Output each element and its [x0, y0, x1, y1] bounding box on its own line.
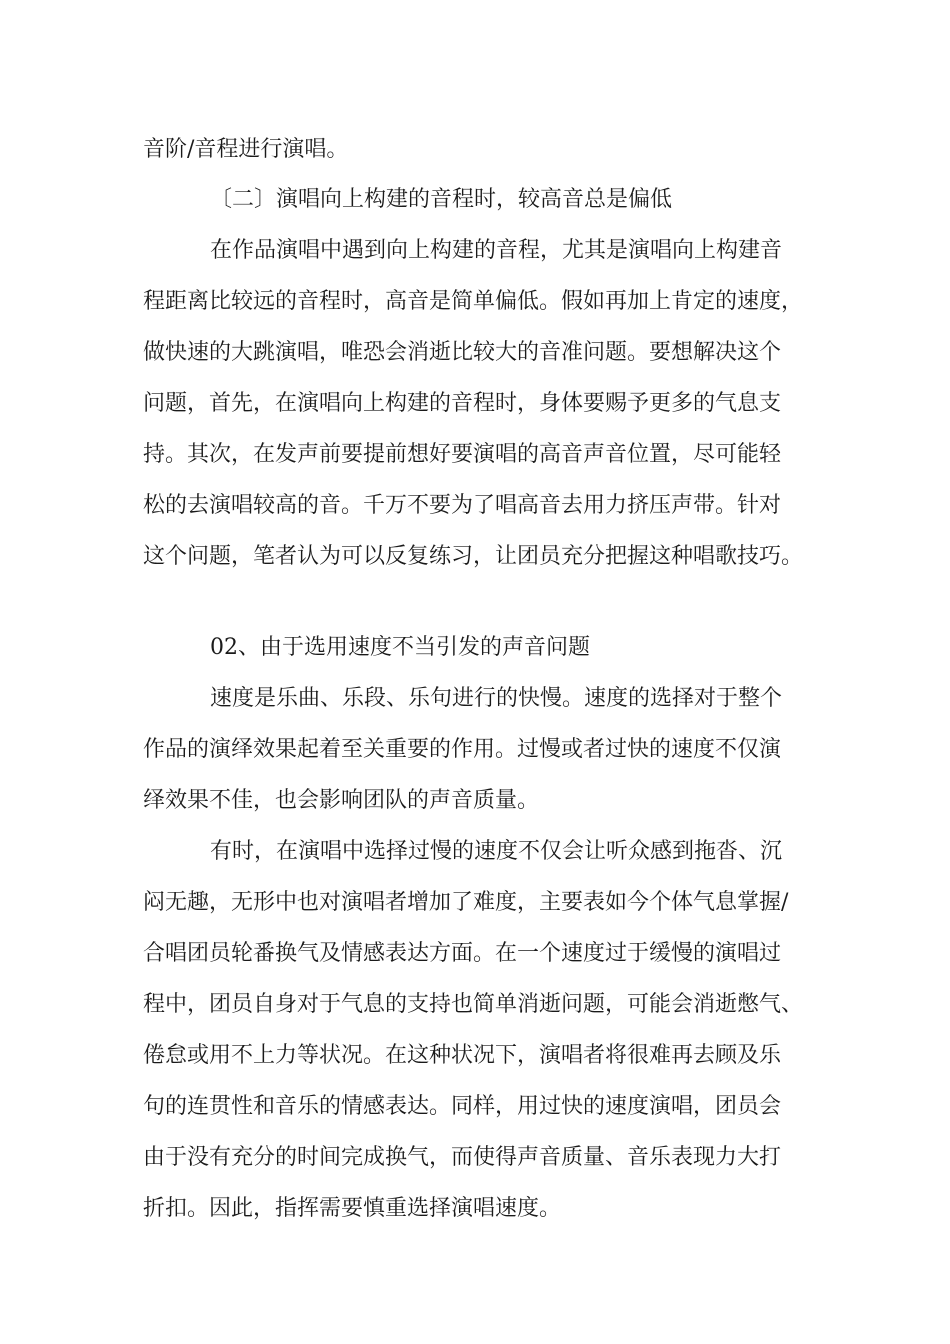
paragraph-3-line: 句的连贯性和音乐的情感表达。同样，用过快的速度演唱，团员会	[143, 1094, 782, 1119]
paragraph-1-line: 做快速的大跳演唱，唯恐会消逝比较大的音准问题。要想解决这个	[143, 340, 782, 365]
paragraph-1-line: 持。其次，在发声前要提前想好要演唱的高音声音位置，尽可能轻	[143, 442, 782, 467]
paragraph-intro-tail: 音阶/音程进行演唱。	[143, 137, 349, 162]
paragraph-1-line: 松的去演唱较高的音。千万不要为了唱高音去用力挤压声带。针对	[143, 493, 782, 518]
paragraph-3-line: 有时，在演唱中选择过慢的速度不仅会让听众感到拖沓、沉	[210, 839, 783, 864]
paragraph-2-line: 绎效果不佳，也会影响团队的声音质量。	[143, 788, 540, 813]
paragraph-2-line: 作品的演绎效果起着至关重要的作用。过慢或者过快的速度不仅演	[143, 737, 782, 762]
paragraph-3-line: 折扣。因此，指挥需要慎重选择演唱速度。	[143, 1196, 562, 1221]
paragraph-3-line: 由于没有充分的时间完成换气，而使得声音质量、音乐表现力大打	[143, 1145, 782, 1170]
subheading-2: 〔二〕演唱向上构建的音程时，较高音总是偏低	[210, 187, 673, 212]
paragraph-3-line: 闷无趣，无形中也对演唱者增加了难度，主要表如今个体气息掌握/	[143, 890, 789, 915]
paragraph-1-line: 程距离比较远的音程时，高音是简单偏低。假如再加上肯定的速度，	[143, 289, 804, 314]
paragraph-3-line: 倦怠或用不上力等状况。在这种状况下，演唱者将很难再去顾及乐	[143, 1043, 782, 1068]
paragraph-2-line: 速度是乐曲、乐段、乐句进行的快慢。速度的选择对于整个	[210, 686, 783, 711]
paragraph-3-line: 程中，团员自身对于气息的支持也简单消逝问题，可能会消逝憋气、	[143, 992, 804, 1017]
paragraph-1-line: 在作品演唱中遇到向上构建的音程，尤其是演唱向上构建音	[210, 238, 783, 263]
paragraph-3-line: 合唱团员轮番换气及情感表达方面。在一个速度过于缓慢的演唱过	[143, 941, 782, 966]
paragraph-1-line: 问题，首先，在演唱向上构建的音程时，身体要赐予更多的气息支	[143, 391, 782, 416]
section-heading: 02、由于选用速度不当引发的声音问题	[210, 635, 590, 660]
paragraph-1-line: 这个问题，笔者认为可以反复练习，让团员充分把握这种唱歌技巧。	[143, 544, 804, 569]
